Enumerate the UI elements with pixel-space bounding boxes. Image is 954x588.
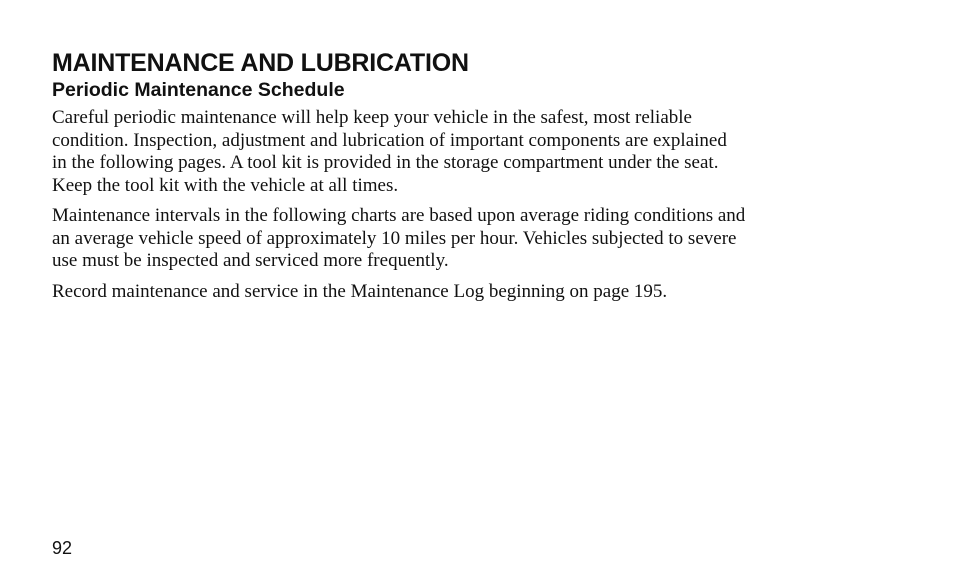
section-title: MAINTENANCE AND LUBRICATION <box>52 49 469 77</box>
document-page <box>52 48 892 311</box>
subsection-title: Periodic Maintenance Schedule <box>52 79 345 101</box>
paragraph-maintenance-intro: Careful periodic maintenance will help keep your vehicle in the safest, most reliable condition. Inspection, adjustment and lubrication of important components are explained in the following pages. A tool kit is provided in the storage compartment under the seat. Keep the tool kit with the vehicle at all times. <box>52 107 727 196</box>
paragraph-maintenance-intervals: Maintenance intervals in the following charts are based upon average riding conditions and an average vehicle speed of approximately 10 miles per hour. Vehicles subjected to severe use must be inspected and serviced more frequently. <box>52 205 746 271</box>
page-number: 92 <box>52 538 73 558</box>
paragraph-maintenance-log: Record maintenance and service in the Maintenance Log beginning on page 195. <box>52 280 668 302</box>
